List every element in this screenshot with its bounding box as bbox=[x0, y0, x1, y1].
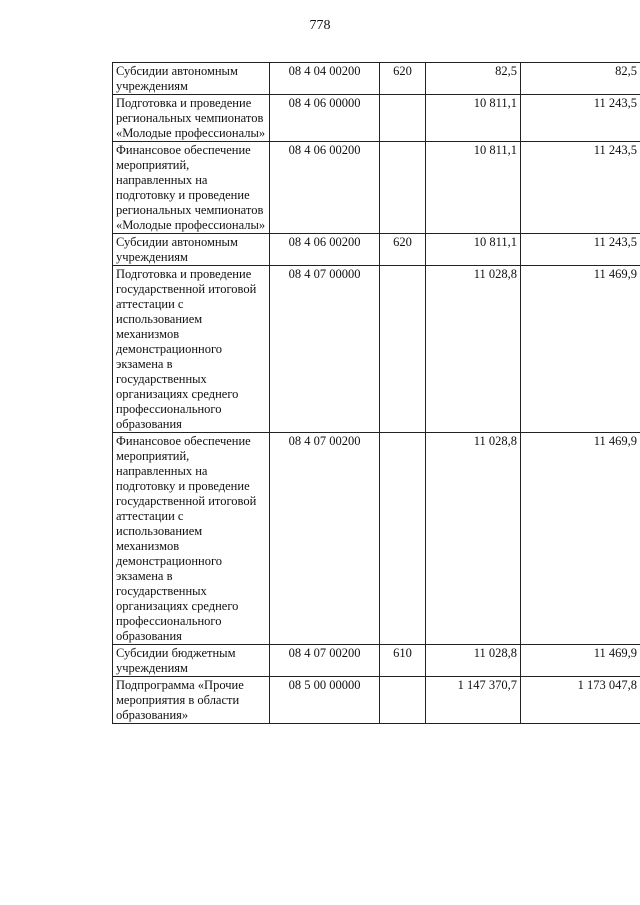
row-value-2: 11 469,9 bbox=[521, 266, 640, 433]
row-type bbox=[380, 677, 426, 724]
row-type: 620 bbox=[380, 234, 426, 266]
row-value-1: 10 811,1 bbox=[426, 142, 521, 234]
row-value-1: 11 028,8 bbox=[426, 433, 521, 645]
row-value-1: 1 147 370,7 bbox=[426, 677, 521, 724]
page-number: 778 bbox=[309, 18, 331, 33]
row-type bbox=[380, 266, 426, 433]
row-name: Субсидии бюджетным учреждениям bbox=[113, 645, 270, 677]
table-row bbox=[113, 63, 640, 95]
row-type: 620 bbox=[380, 63, 426, 95]
table-row bbox=[113, 95, 640, 142]
row-name: Подготовка и проведение региональных чемпионатов «Молодые профессионалы» bbox=[113, 95, 270, 142]
row-type bbox=[380, 142, 426, 234]
row-value-2: 11 243,5 bbox=[521, 234, 640, 266]
row-code: 08 4 07 00000 bbox=[270, 266, 380, 433]
row-value-2: 1 173 047,8 bbox=[521, 677, 640, 724]
row-code: 08 4 06 00200 bbox=[270, 142, 380, 234]
table-row bbox=[113, 677, 640, 724]
row-code: 08 5 00 00000 bbox=[270, 677, 380, 724]
row-code: 08 4 06 00000 bbox=[270, 95, 380, 142]
row-name: Финансовое обеспечение мероприятий, направленных на подготовку и проведение региональных чемпионатов «Молодые профессионалы» bbox=[113, 142, 270, 234]
row-name: Субсидии автономным учреждениям bbox=[113, 63, 270, 95]
row-value-1: 10 811,1 bbox=[426, 95, 521, 142]
row-name: Подготовка и проведение государственной итоговой аттестации с использованием механизмов демонстрационного экзамена в государственных организациях среднего профессионального образования bbox=[113, 266, 270, 433]
row-value-1: 11 028,8 bbox=[426, 266, 521, 433]
row-type: 610 bbox=[380, 645, 426, 677]
row-code: 08 4 07 00200 bbox=[270, 645, 380, 677]
row-value-2: 11 243,5 bbox=[521, 95, 640, 142]
table-row bbox=[113, 266, 640, 433]
row-type bbox=[380, 433, 426, 645]
table-row bbox=[113, 142, 640, 234]
row-value-1: 10 811,1 bbox=[426, 234, 521, 266]
row-name: Финансовое обеспечение мероприятий, направленных на подготовку и проведение государственной итоговой аттестации с использованием механизмов демонстрационного экзамена в государственных организациях среднего профессионального образования bbox=[113, 433, 270, 645]
row-code: 08 4 04 00200 bbox=[270, 63, 380, 95]
table-row bbox=[113, 234, 640, 266]
row-value-2: 82,5 bbox=[521, 63, 640, 95]
table-row bbox=[113, 433, 640, 645]
row-value-1: 82,5 bbox=[426, 63, 521, 95]
row-type bbox=[380, 95, 426, 142]
row-name: Субсидии автономным учреждениям bbox=[113, 234, 270, 266]
row-value-2: 11 469,9 bbox=[521, 645, 640, 677]
row-value-2: 11 469,9 bbox=[521, 433, 640, 645]
row-value-1: 11 028,8 bbox=[426, 645, 521, 677]
row-code: 08 4 06 00200 bbox=[270, 234, 380, 266]
row-code: 08 4 07 00200 bbox=[270, 433, 380, 645]
table-row bbox=[113, 645, 640, 677]
row-name: Подпрограмма «Прочие мероприятия в области образования» bbox=[113, 677, 270, 724]
row-value-2: 11 243,5 bbox=[521, 142, 640, 234]
budget-table bbox=[112, 62, 640, 724]
